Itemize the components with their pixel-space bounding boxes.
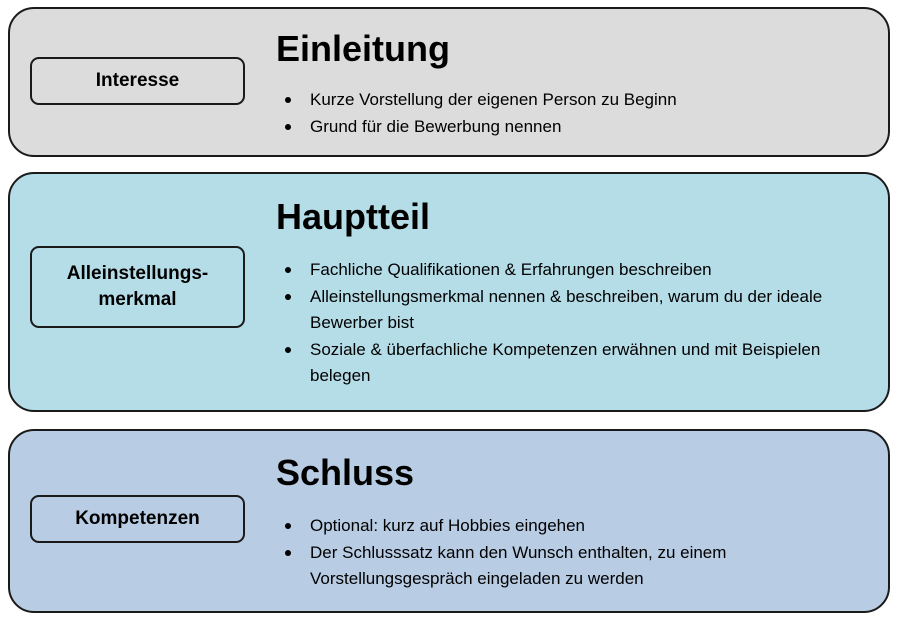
section-tag: Alleinstellungs- merkmal xyxy=(30,246,245,328)
section-content xyxy=(276,195,876,390)
bullet-text: Optional: kurz auf Hobbies eingehen xyxy=(310,516,586,535)
bullet-text: Grund für die Bewerbung nennen xyxy=(310,116,562,136)
section-title: Hauptteil xyxy=(276,196,431,237)
bullet-dot-icon xyxy=(285,267,291,273)
bullet-text: Alleinstellungsmerkmal nennen & beschreiben, warum du der ideale Bewerber bist xyxy=(310,286,823,332)
bullet-dot-icon xyxy=(285,523,291,529)
bullet-item xyxy=(276,257,876,284)
bullet-dot-icon xyxy=(285,347,291,353)
bullet-item xyxy=(276,513,876,540)
section-tag: Kompetenzen xyxy=(30,495,245,543)
bullet-item xyxy=(276,337,876,390)
bullet-dot-icon xyxy=(285,550,291,556)
section-schluss xyxy=(8,429,890,613)
bullet-text: Fachliche Qualifikationen & Erfahrungen beschreiben xyxy=(310,260,712,279)
bullet-item xyxy=(276,284,876,337)
bullet-list xyxy=(276,87,876,140)
section-content xyxy=(276,27,876,140)
bullet-list xyxy=(276,257,876,390)
section-tag: Interesse xyxy=(30,57,245,105)
section-einleitung xyxy=(8,7,890,157)
bullet-text: Soziale & überfachliche Kompetenzen erwähnen und mit Beispielen belegen xyxy=(310,339,821,385)
bullet-text: Der Schlusssatz kann den Wunsch enthalten, zu einem Vorstellungsgespräch eingeladen zu werden xyxy=(310,542,727,588)
bullet-dot-icon xyxy=(285,97,291,103)
bullet-item xyxy=(276,114,876,141)
bullet-text: Kurze Vorstellung der eigenen Person zu Beginn xyxy=(310,90,677,109)
section-hauptteil xyxy=(8,172,890,412)
section-title: Schluss xyxy=(276,452,415,493)
section-content xyxy=(276,451,876,593)
bullet-item xyxy=(276,87,876,114)
section-title: Einleitung xyxy=(276,28,450,69)
bullet-dot-icon xyxy=(285,294,291,300)
bullet-dot-icon xyxy=(285,124,291,130)
bullet-list xyxy=(276,513,876,593)
bullet-item xyxy=(276,540,876,593)
